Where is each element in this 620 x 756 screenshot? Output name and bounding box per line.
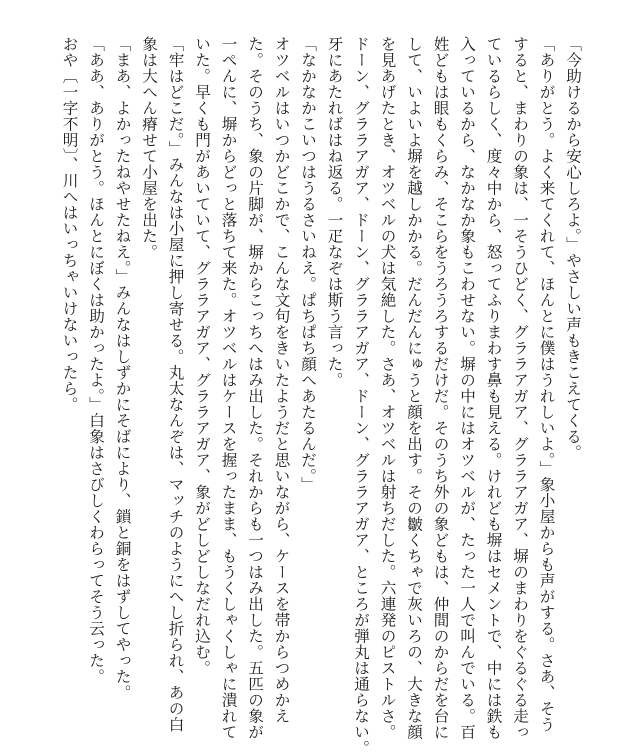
text-line-18: 「まあ、よかったねやせたねえ。」みんなはしずかにそばにより、鎖と銅をはずしてやった。 [113,36,132,701]
text-line-20: おや〔一字不明〕、川へはいっちゃいけないったら。 [60,36,79,413]
text-line-7: して、いよいよ塀を越しかかる。だんだんにゅうと顔を出す。その皺くちゃで灰いろの、大きな顔 [405,36,423,740]
text-line-6: 姓どもは眼もくらみ、そこらをうろうろするだけだ。そのうち外の象どもは、仲間のからだを台に [431,36,450,740]
text-line-2: 「ありがとう。よく来てくれて、ほんとに僕はうれしいよ。」象小屋からも声がする。さあ、そう [537,36,556,733]
text-line-8: を見あげたとき、オツベルの犬は気絶した。さあ、オツベルは射ちだした。六連発のピストルさ。 [378,36,397,740]
text-line-1: 「今助けるから安心しろよ。」やさしい声もきこえてくる。 [564,36,582,461]
text-line-14: 一ぺんに、塀からどっと落ちて来た。オツベルはケースを握ったまま、もうくしゃくしゃに潰れて [219,36,238,740]
text-line-4: ているらしく、度々中から、怒ってふりまわす鼻も見える。けれども塀はセメントで、中には鉄も [484,36,503,740]
vertical-text-body [56,36,586,756]
text-line-10: 牙にあたればはね返る。一疋なぞは斯う言った。 [325,36,344,388]
text-line-3: すると、まわりの象は、一そうひどく、グララアガア、グララアガア、塀のまわりをぐるぐる走っ [511,36,529,740]
text-line-13: た。そのうち、象の片脚が、塀からこっちへはみ出した。それからも一つはみ出した。五匹の象が [246,36,264,740]
text-line-15: いた。早くも門があいていて、グララアガア、グララアガア、象がどしどしなだれ込む。 [193,36,211,676]
text-line-19: 「ああ、ありがとう。ほんとにぼくは助かったよ。」白象はさびしくわらってそう云った。 [87,36,105,685]
text-line-5: 入っているから、なかなか象もこわせない。塀の中にはオツベルが、たった一人で叫んでいる。百 [458,36,476,740]
text-line-17: 象は大へん瘠せて小屋を出た。 [140,36,158,260]
text-line-11: 「なかなかこいつはうるさいねえ。ぱちぱち顔へあたるんだ。」 [299,36,317,493]
text-line-9: ドーン、グララアガア、ドーン、グララアガア、ドーン、グララアガア、ところが弾丸は通らない。 [352,36,370,756]
text-line-16: 「牢はどこだ。」みんなは小屋に押し寄せる。丸太なんぞは、マッチのようにへし折られ、あの白 [166,36,185,733]
text-line-12: オツベルはいつかどこかで、こんな文句をきいたようだと思いながら、ケースを帯からつめかえ [272,36,291,724]
